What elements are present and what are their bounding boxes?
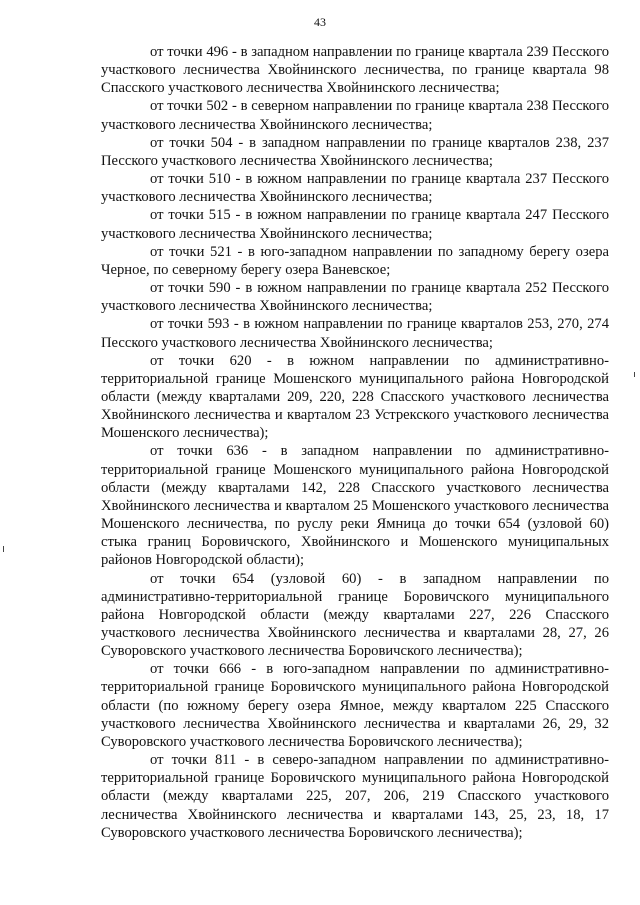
paragraph-point-811: от точки 811 - в северо-западном направлении по административно-территориальной границе Боровичского муниципального района Новгородской области (между кварталами 225, 207, 206, 219 Спасского участкового лесничества Хвойнинского лесничества и кварталами 143, 25, 23, 18, 17 Суворовского участкового лесничества Боровичского лесничества); — [101, 752, 609, 841]
paragraph-point-636: от точки 636 - в западном направлении по административно-территориальной границе Мошенского муниципального района Новгородской области (между кварталами 142, 228 Спасского участкового лесничества Хвойнинского лесничества и кварталом 25 Мошенского участкового лесничества Мошенского лесничества, по руслу реки Ямница до точки 654 (узловой 60) стыка границ Боровичского, Хвойнинского и Мошенского муниципальных районов Новгородской области); — [101, 443, 609, 569]
page-number: 43 — [314, 15, 326, 29]
paragraph-point-502: от точки 502 - в северном направлении по границе квартала 238 Песского участкового лесничества Хвойнинского лесничества; — [101, 98, 609, 133]
paragraph-point-590: от точки 590 - в южном направлении по границе квартала 252 Песского участкового лесничества Хвойнинского лесничества; — [101, 280, 609, 315]
paragraph-point-620: от точки 620 - в южном направлении по административно-территориальной границе Мошенского муниципального района Новгородской области (между кварталами 209, 220, 228 Спасского участкового лесничества Хвойнинского лесничества и кварталом 23 Устрекского участкового лесничества Мошенского лесничества); — [101, 352, 609, 442]
paragraph-point-593: от точки 593 - в южном направлении по границе кварталов 253, 270, 274 Песского участкового лесничества Хвойнинского лесничества; — [101, 316, 609, 351]
paragraph-point-515: от точки 515 - в южном направлении по границе квартала 247 Песского участкового лесничества Хвойнинского лесничества; — [101, 207, 609, 242]
paragraph-point-666: от точки 666 - в юго-западном направлении по административно-территориальной границе Боровичского муниципального района Новгородской области (по южному берегу озера Ямное, между кварталом 225 Спасского участкового лесничества Хвойнинского лесничества и кварталами 26, 29, 32 Суворовского участкового лесничества Боровичского лесничества); — [101, 661, 609, 750]
paragraph-point-654: от точки 654 (узловой 60) - в западном направлении по административно-территориальной границе Боровичского муниципального района Новгородской области (между кварталами 227, 226 Спасского участкового лесничества Хвойнинского лесничества и кварталами 28, 27, 26 Суворовского участкового лесничества Боровичского лесничества); — [101, 570, 609, 660]
document-body — [101, 43, 609, 842]
paragraph-point-521: от точки 521 - в юго-западном направлении по западному берегу озера Черное, по северному берегу озера Ваневское; — [101, 243, 609, 278]
paragraph-point-504: от точки 504 - в западном направлении по границе кварталов 238, 237 Песского участкового лесничества Хвойнинского лесничества; — [101, 134, 609, 169]
paragraph-point-510: от точки 510 - в южном направлении по границе квартала 237 Песского участкового лесничества Хвойнинского лесничества; — [101, 171, 609, 206]
paragraph-point-496: от точки 496 - в западном направлении по границе квартала 239 Песского участкового лесничества Хвойнинского лесничества, по границе квартала 98 Спасского участкового лесничества Хвойнинского лесничества; — [101, 44, 609, 97]
scan-edge-mark-right — [634, 372, 635, 377]
scan-edge-mark-left — [3, 546, 4, 552]
